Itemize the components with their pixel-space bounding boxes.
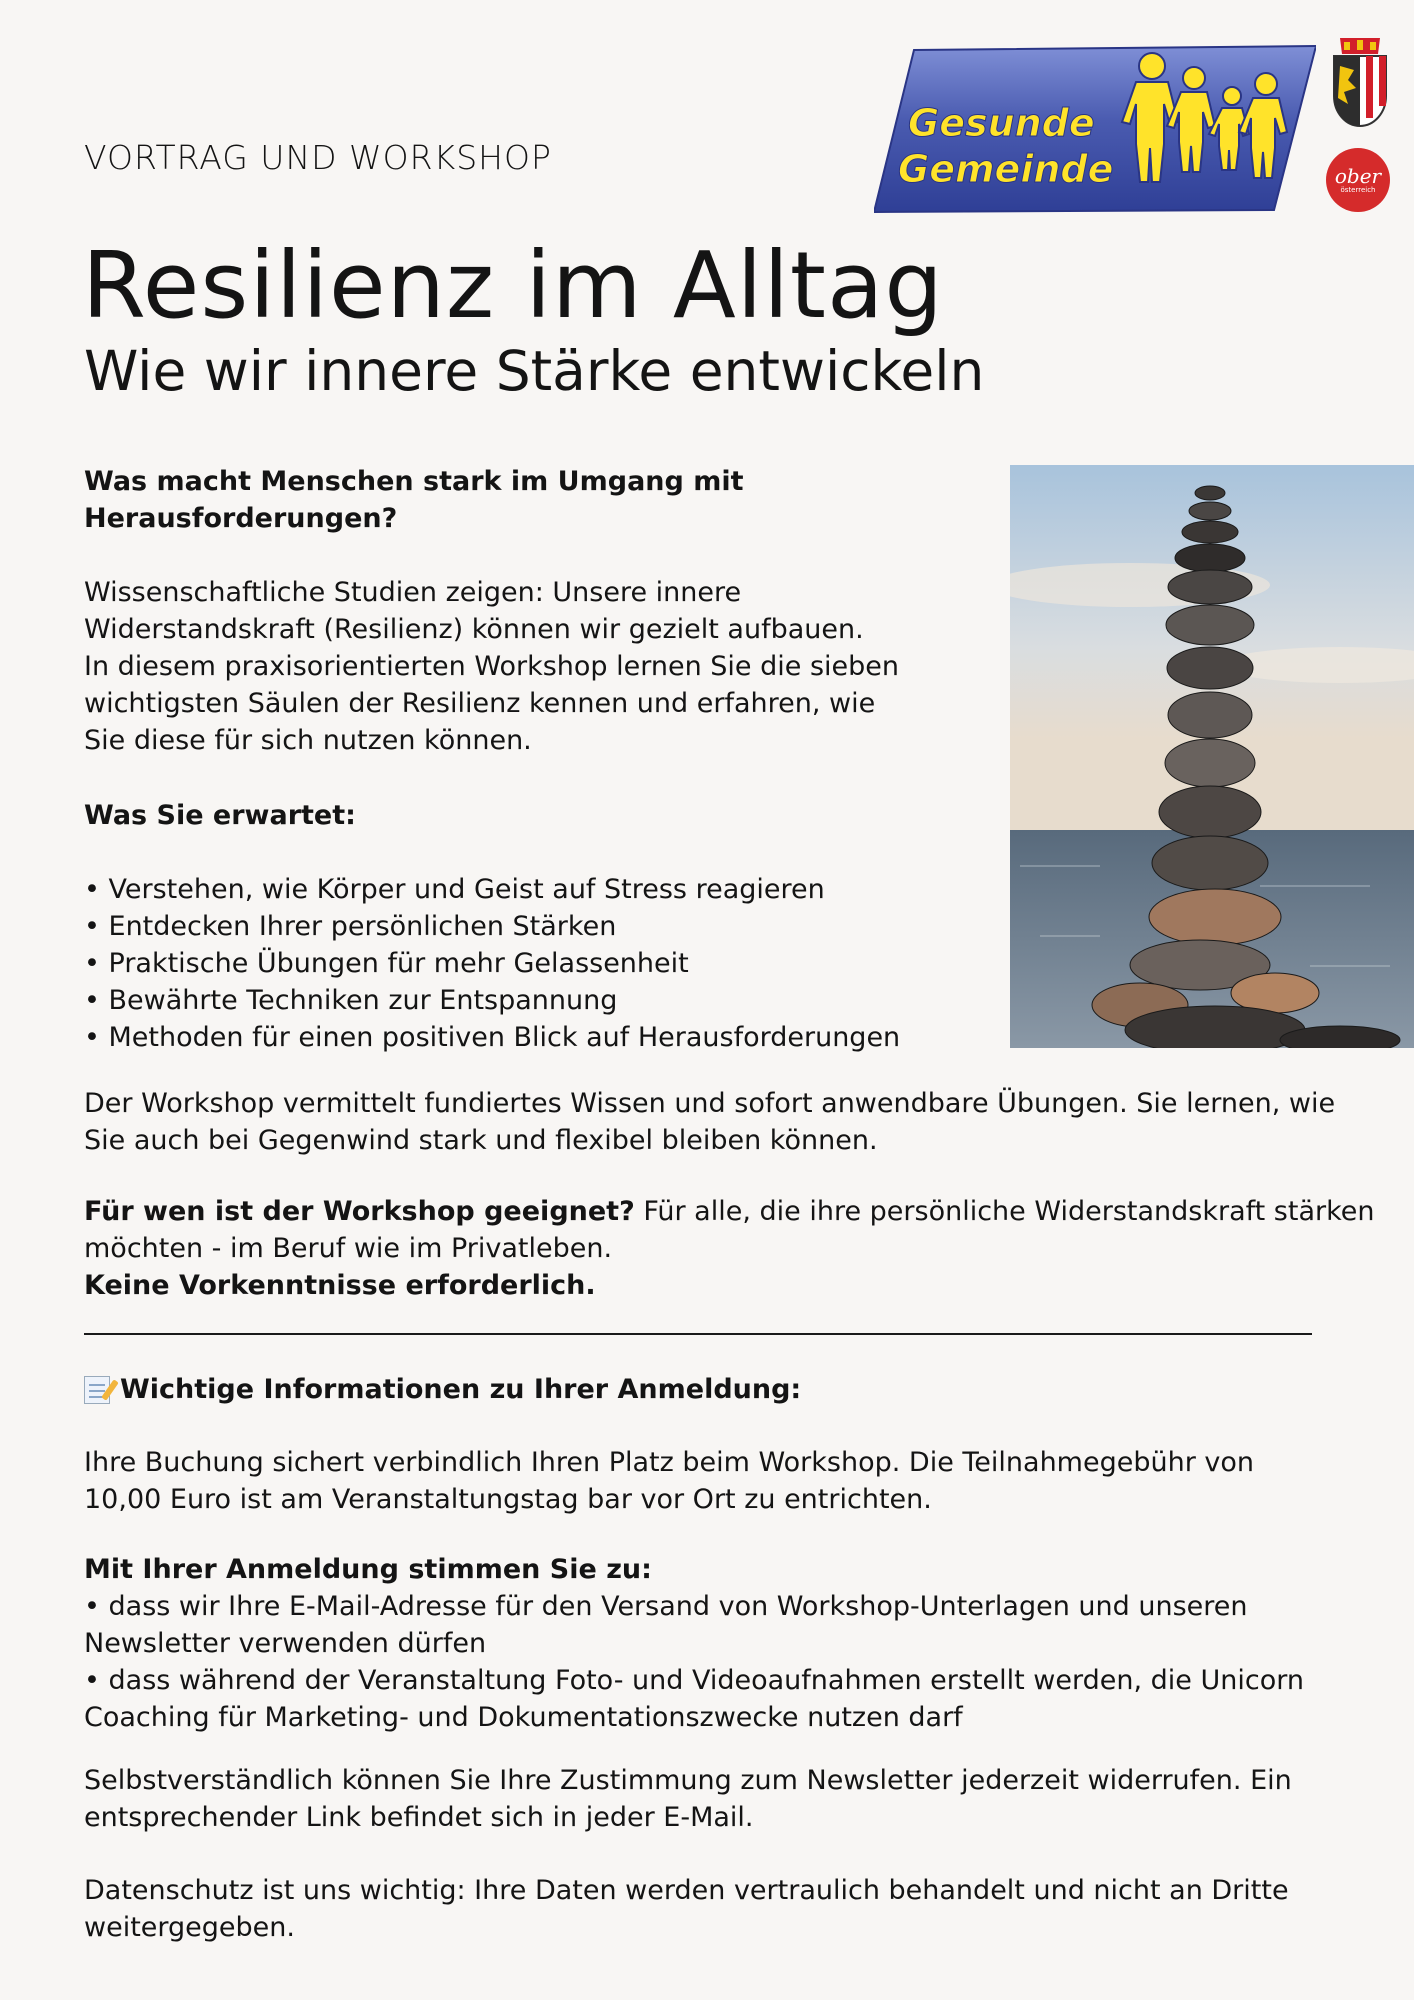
consent-line: Coaching für Marketing- und Dokumentationszwecke nutzen darf xyxy=(84,1702,963,1733)
audience-paragraph xyxy=(84,1193,1404,1304)
intro-line: In diesem praxisorientierten Workshop lernen Sie die sieben xyxy=(84,651,899,682)
list-item: • Praktische Übungen für mehr Gelassenheit xyxy=(84,948,689,979)
intro-line: Sie diese für sich nutzen können. xyxy=(84,725,532,756)
fee-line: Ihre Buchung sichert verbindlich Ihren Platz beim Workshop. Die Teilnahmegebühr von xyxy=(84,1447,1255,1478)
page-title: Resilienz im Alltag xyxy=(82,232,944,339)
logo-word-gesunde: Gesunde xyxy=(908,101,1095,145)
registration-heading-text: Wichtige Informationen zu Ihrer Anmeldung: xyxy=(120,1374,802,1405)
expect-list xyxy=(84,871,900,1056)
memo-icon xyxy=(84,1376,110,1404)
summary-line: Der Workshop vermittelt fundiertes Wissen und sofort anwendbare Übungen. Sie lernen, wie xyxy=(84,1088,1336,1119)
fee-paragraph xyxy=(84,1444,1404,1518)
intro-question xyxy=(84,463,984,537)
expect-heading: Was Sie erwartet: xyxy=(84,800,356,831)
registration-heading xyxy=(84,1371,801,1408)
oberoesterreich-logo xyxy=(1326,148,1390,212)
list-item: • Methoden für einen positiven Blick auf Herausforderungen xyxy=(84,1022,901,1053)
audience-note: Keine Vorkenntnisse erforderlich. xyxy=(84,1270,596,1301)
ober-logo-sub: österreich xyxy=(1340,185,1376,194)
list-item: • Bewährte Techniken zur Entspannung xyxy=(84,985,618,1016)
consent-line: Newsletter verwenden dürfen xyxy=(84,1628,487,1659)
revoke-line: Selbstverständlich können Sie Ihre Zustimmung zum Newsletter jederzeit widerrufen. Ein xyxy=(84,1765,1292,1796)
page-subtitle: Wie wir innere Stärke entwickeln xyxy=(84,339,985,403)
intro-line: Widerstandskraft (Resilienz) können wir gezielt aufbauen. xyxy=(84,614,864,645)
list-item: • Verstehen, wie Körper und Geist auf Stress reagieren xyxy=(84,874,825,905)
divider xyxy=(84,1333,1312,1335)
audience-text: Für alle, die ihre persönliche Widerstandskraft stärken xyxy=(634,1196,1375,1227)
summary-paragraph xyxy=(84,1085,1404,1159)
intro-line: wichtigsten Säulen der Resilienz kennen und erfahren, wie xyxy=(84,688,876,719)
audience-text: möchten - im Beruf wie im Privatleben. xyxy=(84,1233,613,1264)
fee-line: 10,00 Euro ist am Veranstaltungstag bar vor Ort zu entrichten. xyxy=(84,1484,932,1515)
intro-question-line: Herausforderungen? xyxy=(84,503,398,534)
privacy-line: Datenschutz ist uns wichtig: Ihre Daten werden vertraulich behandelt und nicht an Dritte xyxy=(84,1875,1289,1906)
list-item: • Entdecken Ihrer persönlichen Stärken xyxy=(84,911,617,942)
intro-paragraph xyxy=(84,574,984,759)
coat-of-arms-icon xyxy=(1330,36,1390,128)
logo-word-gemeinde: Gemeinde xyxy=(898,147,1114,191)
audience-label: Für wen ist der Workshop geeignet? xyxy=(84,1196,635,1227)
summary-line: Sie auch bei Gegenwind stark und flexibel bleiben können. xyxy=(84,1125,878,1156)
revoke-line: entsprechender Link befindet sich in jeder E-Mail. xyxy=(84,1802,754,1833)
event-type-label: VORTRAG UND WORKSHOP xyxy=(84,138,552,177)
privacy-line: weitergegeben. xyxy=(84,1912,295,1943)
intro-question-line: Was macht Menschen stark im Umgang mit xyxy=(84,466,744,497)
ober-logo-word: ober xyxy=(1334,163,1382,188)
consent-block xyxy=(84,1551,1404,1736)
stone-stack-photo xyxy=(1010,465,1414,1048)
privacy-paragraph xyxy=(84,1872,1404,1946)
consent-line: • dass während der Veranstaltung Foto- und Videoaufnahmen erstellt werden, die Unicorn xyxy=(84,1665,1304,1696)
consent-heading: Mit Ihrer Anmeldung stimmen Sie zu: xyxy=(84,1554,652,1585)
intro-line: Wissenschaftliche Studien zeigen: Unsere innere xyxy=(84,577,742,608)
revoke-paragraph xyxy=(84,1762,1404,1836)
consent-line: • dass wir Ihre E-Mail-Adresse für den Versand von Workshop-Unterlagen und unseren xyxy=(84,1591,1248,1622)
gesunde-gemeinde-logo xyxy=(874,44,1316,214)
